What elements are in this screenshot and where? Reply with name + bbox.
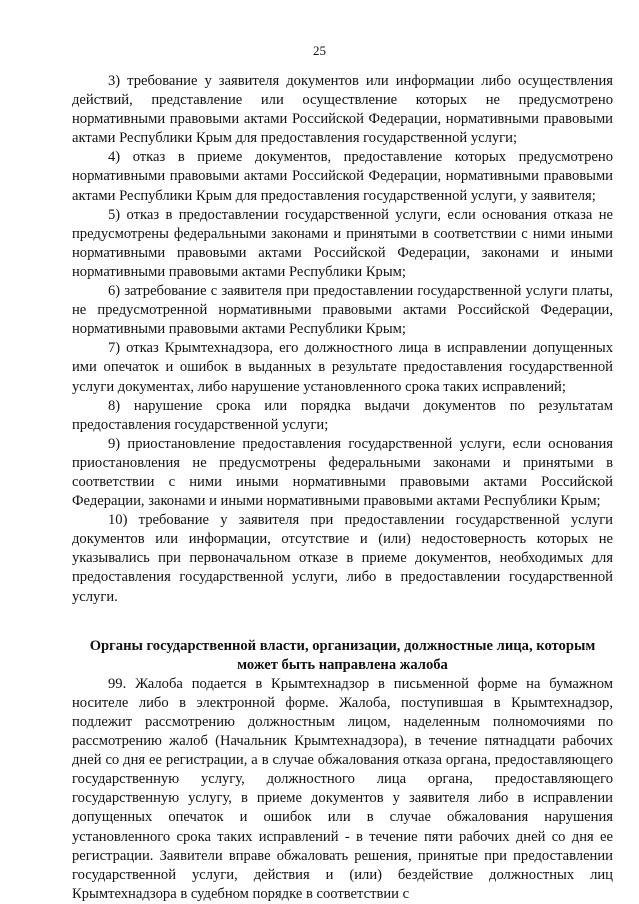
page-content bbox=[72, 72, 613, 904]
page-number: 25 bbox=[313, 43, 326, 58]
list-item: 5) отказ в предоставлении государственной услуги, если основания отказа не предусмотрены федеральными законами и принятыми в соответствии с ними иными нормативными правовыми актами Российской Федерации, законами и иными нормативными правовыми актами Республики Крым; bbox=[72, 206, 613, 280]
list-item: 8) нарушение срока или порядка выдачи документов по результатам предоставления государственной услуги; bbox=[72, 397, 613, 433]
list-item: 10) требование у заявителя при предоставлении государственной услуги документов или информации, отсутствие и (или) недостоверность которых не указывались при первоначальном отказе в приеме документов, необходимых для предоставления государственной услуги, либо в предоставлении государственной услуги. bbox=[72, 512, 613, 605]
list-item: 9) приостановление предоставления государственной услуги, если основания приостановления не предусмотрены федеральными законами и принятыми в соответствии с ними иными нормативными правовыми актами Российской Федерации, законами и иными нормативными правовыми актами Республики Крым; bbox=[72, 435, 613, 510]
section-heading: Органы государственной власти, организации, должностные лица, которым может быть направлена жалоба bbox=[89, 637, 596, 673]
list-item: 7) отказ Крымтехнадзора, его должностного лица в исправлении допущенных ими опечаток и ошибок в выданных в результате предоставления государственной услуги документах, либо нарушение установленного срока таких исправлений; bbox=[72, 340, 613, 395]
paragraph-99: 99. Жалоба подается в Крымтехнадзор в письменной форме на бумажном носителе либо в электронной форме. Жалоба, поступившая в Крымтехнадзор, подлежит рассмотрению должностным лицом, наделенным полномочиями по рассмотрению жалоб (Начальник Крымтехнадзора), в течение пятнадцати рабочих дней со дня ее регистрации, а в случае обжалования отказа органа, предоставляющего государственную услугу, должностного лица органа, предоставляющего государственную услугу, в приеме документов у заявителя либо в исправлении допущенных опечаток и ошибок или в случае обжалования нарушения установленного срока таких исправлений - в течение пяти рабочих дней со дня ее регистрации. Заявители вправе обжаловать решения, принятые при предоставлении государственной услуги, действия и (или) бездействие должностных лиц Крымтехнадзора в судебном порядке в соответствии с bbox=[72, 675, 613, 902]
list-item: 6) затребование с заявителя при предоставлении государственной услуги платы, не предусмотренной нормативными правовыми актами Российской Федерации, нормативными правовыми актами Республики Крым; bbox=[72, 283, 613, 338]
list-item: 4) отказ в приеме документов, предоставление которых предусмотрено нормативными правовыми актами Российской Федерации, нормативными правовыми актами Республики Крым для предоставления государственной услуги, у заявителя; bbox=[72, 149, 613, 204]
list-item: 3) требование у заявителя документов или информации либо осуществления действий, представление или осуществление которых не предусмотрено нормативными правовыми актами Российской Федерации, нормативными правовыми актами Республики Крым для предоставления государственной услуги; bbox=[72, 73, 613, 147]
